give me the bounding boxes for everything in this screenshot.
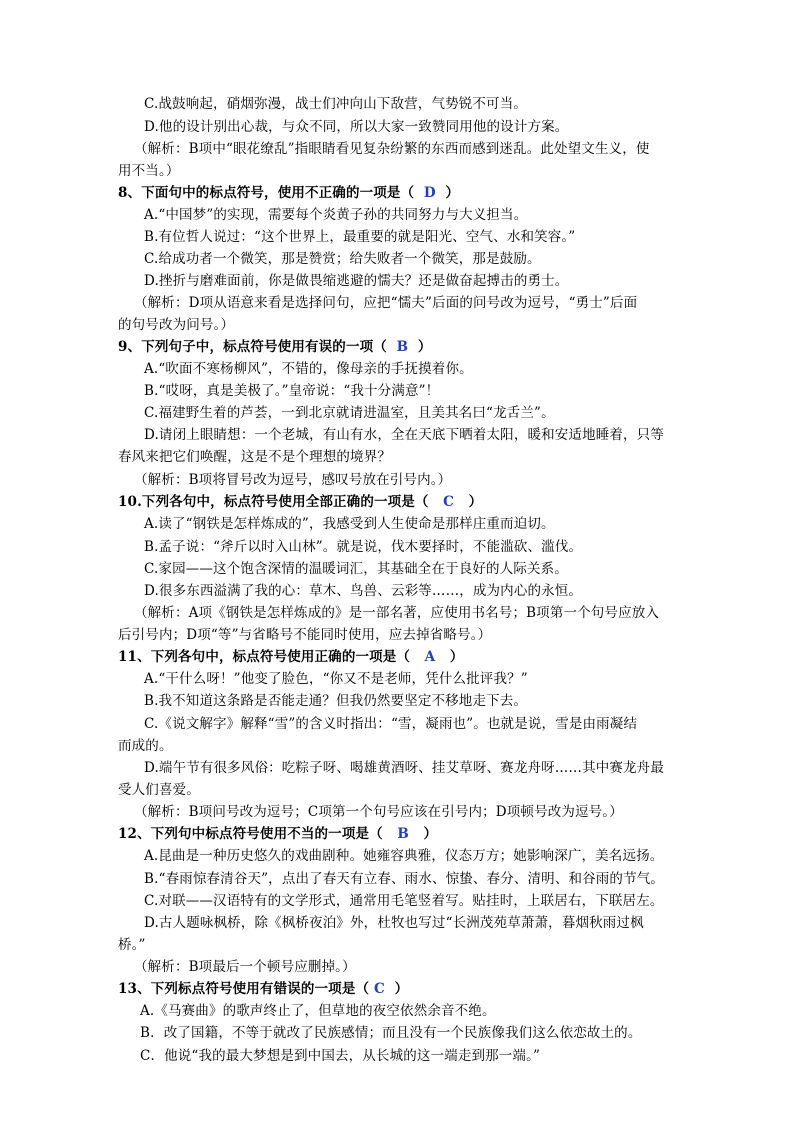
q8-answer: D xyxy=(423,185,436,201)
q9-answer: B xyxy=(396,339,409,355)
q9-option-c: C.福建野生着的芦荟，一到北京就请进温室，且美其名曰“龙舌兰”。 xyxy=(144,405,555,421)
q8-option-a: A.“中国梦”的实现，需要每个炎黄子孙的共同努力与大义担当。 xyxy=(144,207,528,223)
q10-option-b: B.孟子说：“斧斤以时入山林”。就是说，伐木要择时，不能滥砍、滥伐。 xyxy=(144,539,583,555)
q12-option-d-line-2: 桥。” xyxy=(118,937,146,953)
q9-stem xyxy=(118,337,432,357)
q12-stem-close: ） xyxy=(423,826,438,842)
q11-analysis-line-1: （解析：B项问号改为逗号；C项第一个句号应该在引号内；D项顿号改为逗号。） xyxy=(134,804,623,820)
q8-analysis-line-2: 的句号改为问号。） xyxy=(118,317,235,333)
q10-stem xyxy=(118,492,482,512)
q7-analysis-line-2: 用不当。） xyxy=(118,163,180,179)
q12-option-c: C.对联——汉语特有的文学形式，通常用毛笔竖着写。贴挂时，上联居右，下联居左。 xyxy=(144,893,664,909)
q13-stem-text: 13、下列标点符号使用有错误的一项是（ xyxy=(118,981,370,997)
q13-option-c: C．他说“我的最大梦想是到中国去，从长城的这一端走到那一端。” xyxy=(140,1048,541,1064)
q12-option-a: A.昆曲是一种历史悠久的戏曲剧种。她雍容典雅，仪态万方；她影响深广，美名远扬。 xyxy=(144,848,664,864)
q12-option-d-line-1: D.古人题咏枫桥，除《枫桥夜泊》外，杜牧也写过“长洲茂苑草萧萧，暮烟秋雨过枫 xyxy=(144,915,644,931)
q11-stem-text: 11、下列各句中，标点符号使用正确的一项是（ xyxy=(118,649,411,665)
q9-stem-close: ） xyxy=(417,339,432,355)
q11-option-b: B.我不知道这条路是否能走通？但我仍然要坚定不移地走下去。 xyxy=(144,693,528,709)
q7-option-c: C.战鼓响起，硝烟弥漫，战士们冲向山下敌营，气势锐不可当。 xyxy=(144,96,527,112)
q11-option-a: A.“干什么呀！”他变了脸色，“你又不是老师，凭什么批评我？” xyxy=(144,671,528,687)
q9-option-b: B.“哎呀，真是美极了。”皇帝说：“我十分满意”！ xyxy=(144,383,440,399)
q12-stem xyxy=(118,824,437,844)
q12-answer: B xyxy=(397,826,409,842)
q13-stem xyxy=(118,979,408,999)
q7-analysis-line-1: （解析：B项中“眼花缭乱”指眼睛看见复杂纷繁的东西而感到迷乱。此处望文生义，使 xyxy=(134,141,650,157)
q12-stem-text: 12、下列句中标点符号使用不当的一项是（ xyxy=(118,826,383,842)
q8-option-d: D.挫折与磨难面前，你是做畏缩逃避的懦夫？还是做奋起搏击的勇士。 xyxy=(144,273,569,289)
q13-answer: C xyxy=(374,981,385,997)
q9-option-d-line-2: 春风来把它们唤醒，这是不是个理想的境界？ xyxy=(118,449,391,465)
q9-option-a: A.“吹面不寒杨柳风”，不错的，像母亲的手抚摸着你。 xyxy=(144,361,473,377)
q10-option-c: C.家园——这个饱含深情的温暖词汇，其基础全在于良好的人际关系。 xyxy=(144,561,568,577)
q11-option-c-line-2: 而成的。 xyxy=(118,738,173,754)
q10-answer: C xyxy=(443,494,455,510)
q8-stem-close: ） xyxy=(445,185,460,201)
q11-stem-close: ） xyxy=(449,649,464,665)
q10-option-a: A.读了“钢铁是怎样炼成的”，我感受到人生使命是那样庄重而迫切。 xyxy=(144,516,555,532)
q10-analysis-line-2: 后引号内；D项“等”与省略号不能同时使用，应去掉省略号。） xyxy=(118,627,492,643)
q9-stem-text: 9、下列句子中，标点符号使用有误的一项（ xyxy=(118,339,387,355)
q11-answer: A xyxy=(424,649,436,665)
q8-stem xyxy=(118,183,459,203)
q10-stem-close: ） xyxy=(468,494,483,510)
q10-stem-text: 10.下列各句中，标点符号使用全部正确的一项是（ xyxy=(118,494,429,510)
q13-option-b: B．改了国籍，不等于就改了民族感情；而且没有一个民族像我们这么依恋故土的。 xyxy=(140,1025,642,1041)
q10-analysis-line-1: （解析：A项《钢铁是怎样炼成的》是一部名著，应使用书名号；B项第一个句号应放入 xyxy=(134,605,660,621)
q11-option-c-line-1: C.《说文解字》解释“雪”的含义时指出：“雪，凝雨也”。也就是说，雪是由雨凝结 xyxy=(144,716,638,732)
q8-option-c: C.给成功者一个微笑，那是赞赏；给失败者一个微笑，那是鼓励。 xyxy=(144,251,541,267)
q13-stem-close: ） xyxy=(394,981,409,997)
q7-option-d: D.他的设计别出心裁，与众不同，所以大家一致赞同用他的设计方案。 xyxy=(144,119,569,135)
q11-option-d-line-2: 受人们喜爱。 xyxy=(118,782,200,798)
q8-stem-text: 8、下面句中的标点符号，使用不正确的一项是（ xyxy=(118,185,415,201)
q11-stem xyxy=(118,647,464,667)
q9-option-d-line-1: D.请闭上眼睛想：一个老城，有山有水，全在天底下晒着太阳，暖和安适地睡着，只等 xyxy=(144,427,664,443)
q9-analysis-line-1: （解析：B项将冒号改为逗号，感叹号放在引号内。） xyxy=(134,472,452,488)
q12-analysis-line-1: （解析：B项最后一个顿号应删掉。） xyxy=(134,959,356,975)
q8-analysis-line-1: （解析：D项从语意来看是选择问句，应把“懦夫”后面的问号改为逗号，“勇士”后面 xyxy=(134,295,638,311)
q11-option-d-line-1: D.端午节有很多风俗：吃粽子呀、喝雄黄酒呀、挂艾草呀、赛龙舟呀……其中赛龙舟最 xyxy=(144,760,664,776)
q13-option-a: A.《马赛曲》的歌声终止了，但草地的夜空依然余音不绝。 xyxy=(140,1003,496,1019)
q8-option-b: B.有位哲人说过：“这个世界上，最重要的就是阳光、空气、水和笑容。” xyxy=(144,229,576,245)
q10-option-d: D.很多东西溢满了我的心：草木、鸟兽、云彩等……，成为内心的永恒。 xyxy=(144,583,583,599)
q12-option-b: B.“春雨惊春清谷天”，点出了春天有立春、雨水、惊蛰、春分、清明、和谷雨的节气。 xyxy=(144,871,665,887)
